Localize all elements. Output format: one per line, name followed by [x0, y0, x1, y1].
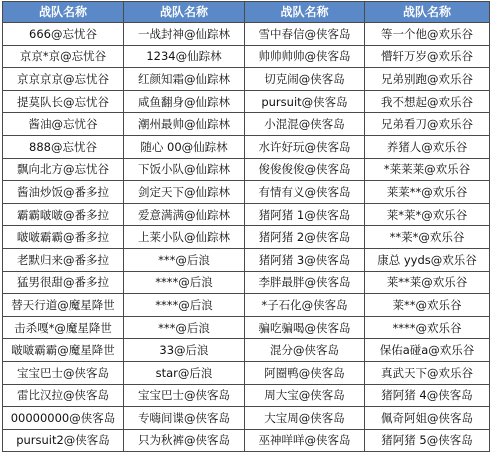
table-cell: 00000000@侠客岛	[3, 407, 124, 430]
table-cell: 宝宝巴士@侠客岛	[124, 384, 245, 407]
table-cell: 上莱小队@仙踪林	[124, 226, 245, 249]
table-cell: 啵啵霸霸@魔星降世	[3, 339, 124, 362]
table-cell: 击杀嘎*@魔星降世	[3, 316, 124, 339]
table-cell: *子石化@侠客岛	[245, 294, 365, 317]
table-cell: *莱莱莱@欢乐谷	[365, 158, 490, 181]
table-cell: 猪阿猪 2@侠客岛	[245, 226, 365, 249]
table-cell: 阿圈鸭@侠客岛	[245, 361, 365, 384]
table-cell: 只为秋裤@侠客岛	[124, 429, 245, 452]
header-row	[3, 2, 490, 23]
table-row	[3, 361, 490, 384]
table-cell: 老默归来@番多拉	[3, 248, 124, 271]
column-header: 战队名称	[365, 2, 490, 23]
table-cell: 666@忘忧谷	[3, 23, 124, 46]
table-row	[3, 203, 490, 226]
table-cell: pursuit2@侠客岛	[3, 429, 124, 452]
table-row	[3, 248, 490, 271]
table-cell: 京京京京@忘忧谷	[3, 68, 124, 91]
table-cell: 莱*莱*@欢乐谷	[365, 203, 490, 226]
table-cell: 酱油炒饭@番多拉	[3, 181, 124, 204]
table-cell: 下饭小队@仙踪林	[124, 158, 245, 181]
column-header: 战队名称	[124, 2, 245, 23]
table-cell: ***@后浪	[124, 316, 245, 339]
table-cell: 我不想起@欢乐谷	[365, 90, 490, 113]
table-row	[3, 68, 490, 91]
table-cell: 混分@侠客岛	[245, 339, 365, 362]
table-cell: 佩奇阿姐@侠客岛	[365, 407, 490, 430]
table-cell: 莱**莱@欢乐谷	[365, 271, 490, 294]
table-cell: 猛男很甜@番多拉	[3, 271, 124, 294]
table-row	[3, 23, 490, 46]
table-row	[3, 90, 490, 113]
table-cell: 养猪人@欢乐谷	[365, 135, 490, 158]
table-cell: ****@后浪	[124, 271, 245, 294]
table-cell: 等一个他@欢乐谷	[365, 23, 490, 46]
table-cell: 33@后浪	[124, 339, 245, 362]
table-cell: 帅帅帅帅@侠客岛	[245, 45, 365, 68]
column-header: 战队名称	[3, 2, 124, 23]
table-row	[3, 271, 490, 294]
table-cell: 真武天下@欢乐谷	[365, 361, 490, 384]
table-cell: 莱莱**@欢乐谷	[365, 181, 490, 204]
table-cell: 周大宝@侠客岛	[245, 384, 365, 407]
table-cell: 雷比汉拉@侠客岛	[3, 384, 124, 407]
table-cell: 大宝周@侠客岛	[245, 407, 365, 430]
table-cell: 李胖最胖@侠客岛	[245, 271, 365, 294]
table-cell: 兄弟看刀@欢乐谷	[365, 113, 490, 136]
table-cell: 剑定天下@仙踪林	[124, 181, 245, 204]
table-cell: **莱*@欢乐谷	[365, 226, 490, 249]
table-row	[3, 429, 490, 452]
table-cell: 酱油@忘忧谷	[3, 113, 124, 136]
table-row	[3, 339, 490, 362]
table-row	[3, 294, 490, 317]
table-row	[3, 45, 490, 68]
table-row	[3, 226, 490, 249]
table-cell: 俊俊俊俊@侠客岛	[245, 158, 365, 181]
table-row	[3, 407, 490, 430]
table-cell: 飘向北方@忘忧谷	[3, 158, 124, 181]
table-cell: 1234@仙踪林	[124, 45, 245, 68]
table-cell: ****@欢乐谷	[365, 316, 490, 339]
table-cell: 懵轩万岁@欢乐谷	[365, 45, 490, 68]
table-cell: 猪阿猪 5@侠客岛	[365, 429, 490, 452]
table-cell: 潮州最帅@仙踪林	[124, 113, 245, 136]
table-cell: 骗吃骗喝@侠客岛	[245, 316, 365, 339]
table-cell: 啵啵霸霸@番多拉	[3, 226, 124, 249]
table-cell: 康总 yyds@欢乐谷	[365, 248, 490, 271]
table-body	[3, 23, 490, 452]
table-cell: 888@忘忧谷	[3, 135, 124, 158]
table-cell: 随心 00@仙踪林	[124, 135, 245, 158]
table-row	[3, 135, 490, 158]
table-cell: 猪阿猪 4@侠客岛	[365, 384, 490, 407]
table-row	[3, 316, 490, 339]
team-name-table	[2, 1, 490, 452]
table-cell: 巫神咩咩@侠客岛	[245, 429, 365, 452]
table-row	[3, 384, 490, 407]
table-cell: 宝宝巴士@侠客岛	[3, 361, 124, 384]
table-cell: 京京*京@忘忧谷	[3, 45, 124, 68]
table-cell: 切克闹@侠客岛	[245, 68, 365, 91]
table-cell: star@后浪	[124, 361, 245, 384]
table-cell: 莱**@欢乐谷	[365, 294, 490, 317]
table-cell: 替天行道@魔星降世	[3, 294, 124, 317]
table-cell: 雪中春信@侠客岛	[245, 23, 365, 46]
table-row	[3, 181, 490, 204]
table-cell: 猪阿猪 1@侠客岛	[245, 203, 365, 226]
table-row	[3, 158, 490, 181]
table-cell: 有情有义@侠客岛	[245, 181, 365, 204]
table-cell: ****@后浪	[124, 294, 245, 317]
table-row	[3, 113, 490, 136]
table-cell: 小混混@侠客岛	[245, 113, 365, 136]
table-cell: 猪阿猪 3@侠客岛	[245, 248, 365, 271]
table-cell: 兄弟别跑@欢乐谷	[365, 68, 490, 91]
table-cell: 爱意满满@仙踪林	[124, 203, 245, 226]
table-cell: 咸鱼翻身@仙踪林	[124, 90, 245, 113]
table-cell: 霸霸啵啵@番多拉	[3, 203, 124, 226]
table-cell: 红颜知霜@仙踪林	[124, 68, 245, 91]
table-cell: 一战封神@仙踪林	[124, 23, 245, 46]
table-cell: 水许好玩@侠客岛	[245, 135, 365, 158]
table-cell: ***@后浪	[124, 248, 245, 271]
table-cell: 保佑a碰a@欢乐谷	[365, 339, 490, 362]
table-cell: pursuit@侠客岛	[245, 90, 365, 113]
table-cell: 提莫队长@忘忧谷	[3, 90, 124, 113]
column-header: 战队名称	[245, 2, 365, 23]
table-cell: 专嗨间谍@侠客岛	[124, 407, 245, 430]
